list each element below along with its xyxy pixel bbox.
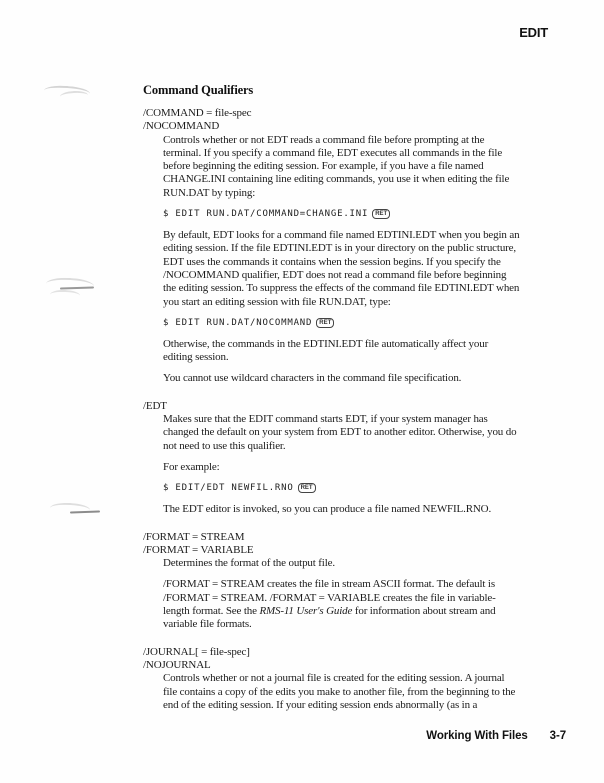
return-key-icon: RET <box>372 209 390 219</box>
return-key-icon: RET <box>316 318 334 328</box>
scan-smudge-mark <box>46 277 95 293</box>
paragraph: Otherwise, the commands in the EDTINI.EDT file automatically affect your editing session. <box>163 337 489 364</box>
paragraph: You cannot use wildcard characters in the command file specification. <box>163 372 462 385</box>
qualifier-edt <box>143 400 533 517</box>
scan-smudge-mark <box>60 90 88 101</box>
paragraph-text: for information about stream and variable file formats. <box>163 605 496 631</box>
book-title: RMS-11 User's Guide <box>259 605 353 618</box>
section-heading: Command Qualifiers <box>143 83 254 97</box>
paragraph: For example: <box>163 460 220 473</box>
scan-smudge <box>42 84 96 100</box>
paragraph <box>163 578 520 631</box>
scan-smudge-mark <box>50 502 91 516</box>
footer-section-title: Working With Files <box>426 730 528 742</box>
qualifier-command <box>143 107 533 386</box>
terminal-command <box>163 208 533 221</box>
paragraph: Controls whether or not EDT reads a command file before prompting at the terminal. If you specify a command file, EDT executes all commands in the file before beginning the editing session. For example, if you have a file named CHANGE.INI containing line editing commands, you use it when editing the file RUN.DAT by typing: <box>163 133 510 199</box>
return-key-icon: RET <box>298 483 316 493</box>
scan-smudge-mark <box>70 510 100 513</box>
scan-smudge <box>46 277 100 297</box>
page-body <box>143 83 533 712</box>
paragraph: Makes sure that the EDIT command starts EDT, if your system manager has changed the default on your system from EDT to another editor. Otherwise, you do not need to use this qualifier. <box>163 413 517 452</box>
qualifier-term: /FORMAT = STREAM <box>143 530 245 543</box>
qualifier-term: /JOURNAL[ = file-spec] <box>143 645 250 658</box>
qualifier-term: /NOJOURNAL <box>143 658 211 671</box>
page-number: 3-7 <box>549 730 566 742</box>
qualifier-term: /NOCOMMAND <box>143 120 220 133</box>
scan-smudge-mark <box>60 286 94 289</box>
paragraph: Controls whether or not a journal file is created for the editing session. A journal file contains a copy of the edits you make to another file, from the beginning to the end of the editing session. If your editing session ends abnormally (as in a <box>163 672 516 711</box>
command-text: $ EDIT/EDT NEWFIL.RNO <box>163 483 294 494</box>
paragraph: Determines the format of the output file. <box>163 557 335 570</box>
terminal-command <box>163 317 533 330</box>
terminal-command <box>163 482 533 495</box>
qualifier-term: /COMMAND = file-spec <box>143 107 252 119</box>
paragraph: By default, EDT looks for a command file named EDTINI.EDT when you begin an editing session. If the file EDTINI.EDT is in your directory on the public structure, EDT uses the commands it contains when the session begins. If you specify the /NOCOMMAND qualifier, EDT does not read a command file before beginning the editing session. To suppress the effects of the command file EDTINI.EDT when you start an editing session with file RUN.DAT, type: <box>163 229 520 308</box>
page-footer <box>426 730 566 742</box>
command-text: $ EDIT RUN.DAT/NOCOMMAND <box>163 317 313 328</box>
scan-smudge-mark <box>44 84 91 99</box>
scan-smudge <box>48 502 108 520</box>
paragraph-text: /FORMAT = STREAM creates the file in stream ASCII format. The default is /FORMAT = STREAM. /FORMAT = VARIABLE creates the file in variable-length format. See the <box>163 578 496 618</box>
qualifier-format <box>143 531 533 632</box>
page-header-title: EDIT <box>519 25 548 40</box>
qualifier-journal <box>143 646 533 712</box>
qualifier-term: /FORMAT = VARIABLE <box>143 543 254 556</box>
scan-smudge-mark <box>50 289 80 300</box>
command-text: $ EDIT RUN.DAT/COMMAND=CHANGE.INI <box>163 209 369 220</box>
paragraph: The EDT editor is invoked, so you can produce a file named NEWFIL.RNO. <box>163 503 492 516</box>
qualifier-term: /EDT <box>143 399 167 412</box>
